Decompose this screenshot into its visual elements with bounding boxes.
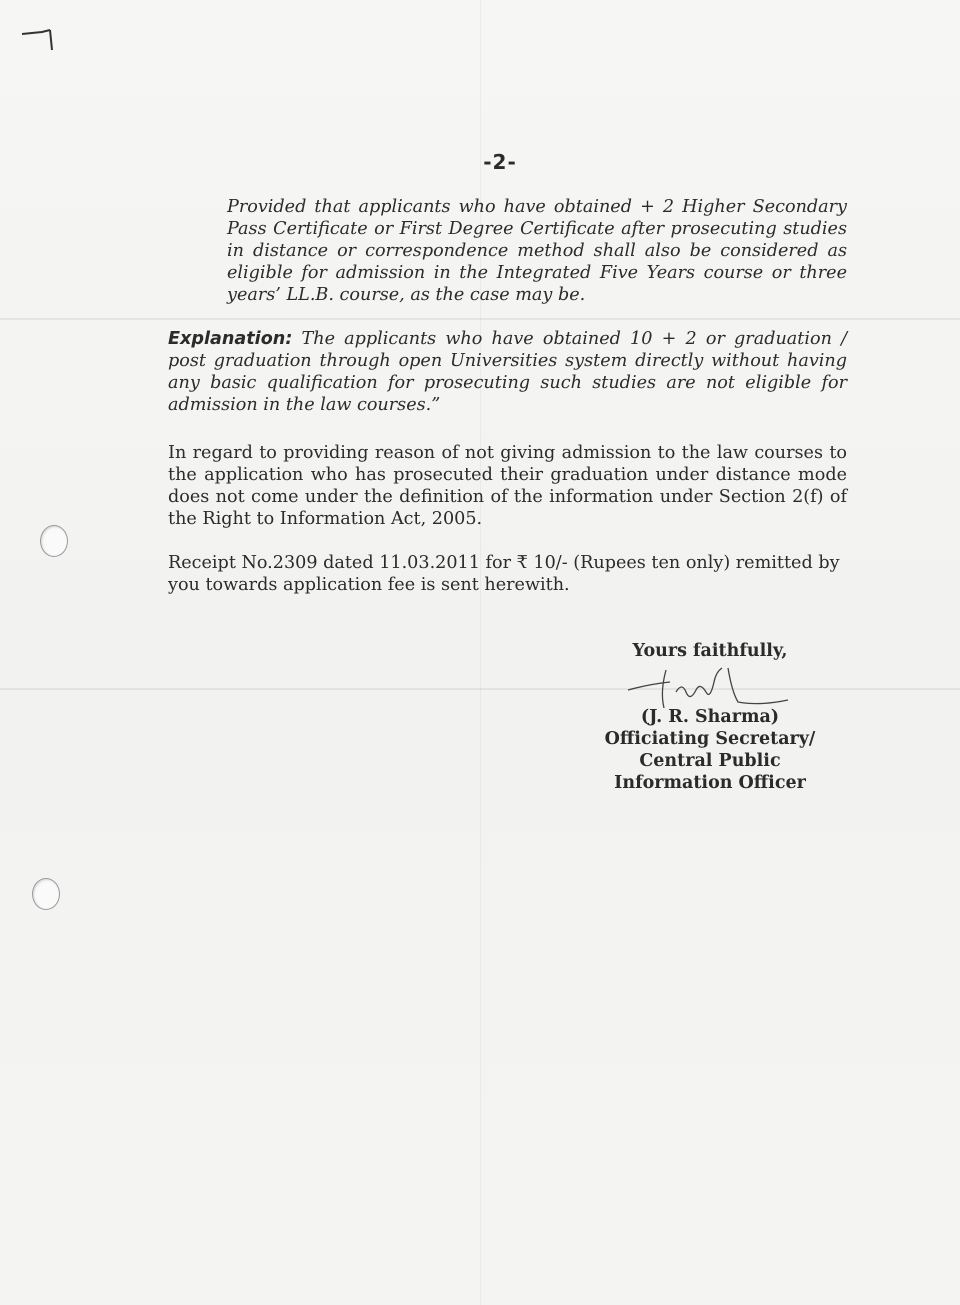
pencil-mark-icon xyxy=(20,22,54,52)
proviso-paragraph: Provided that applicants who have obtained + 2 Higher Secondary Pass Certificate or First Degree Certificate after prosecuting studies in distance or correspondence method shall also be considered as eligible for admission in the Integrated Five Years course or three years’ LL.B. course, as the case may be. xyxy=(227,197,847,305)
punch-hole xyxy=(40,525,68,557)
regard-paragraph: In regard to providing reason of not giving admission to the law courses to the application who has prosecuted their graduation under distance mode does not come under the definition of the information under Section 2(f) of the Right to Information Act, 2005. xyxy=(168,443,847,529)
signatory-designation-line-3: Information Officer xyxy=(614,773,806,793)
explanation-text: The applicants who have obtained 10 + 2 or graduation / post graduation through open Universities system directly without having any basic qualification for prosecuting such studies are not eligible for admission in the law courses.” xyxy=(168,329,847,415)
receipt-paragraph: Receipt No.2309 dated 11.03.2011 for ₹ 10/- (Rupees ten only) remitted by you towards application fee is sent herewith. xyxy=(168,553,840,595)
signatory-designation-line-2: Central Public xyxy=(639,751,781,771)
explanation-lead: Explanation: xyxy=(168,329,293,349)
page-number: -2- xyxy=(483,150,517,174)
salutation: Yours faithfully, xyxy=(632,641,788,661)
explanation-paragraph xyxy=(168,328,847,416)
punch-hole xyxy=(32,878,60,910)
signatory-designation-line-1: Officiating Secretary/ xyxy=(604,729,816,749)
signatory-name: (J. R. Sharma) xyxy=(640,707,780,727)
